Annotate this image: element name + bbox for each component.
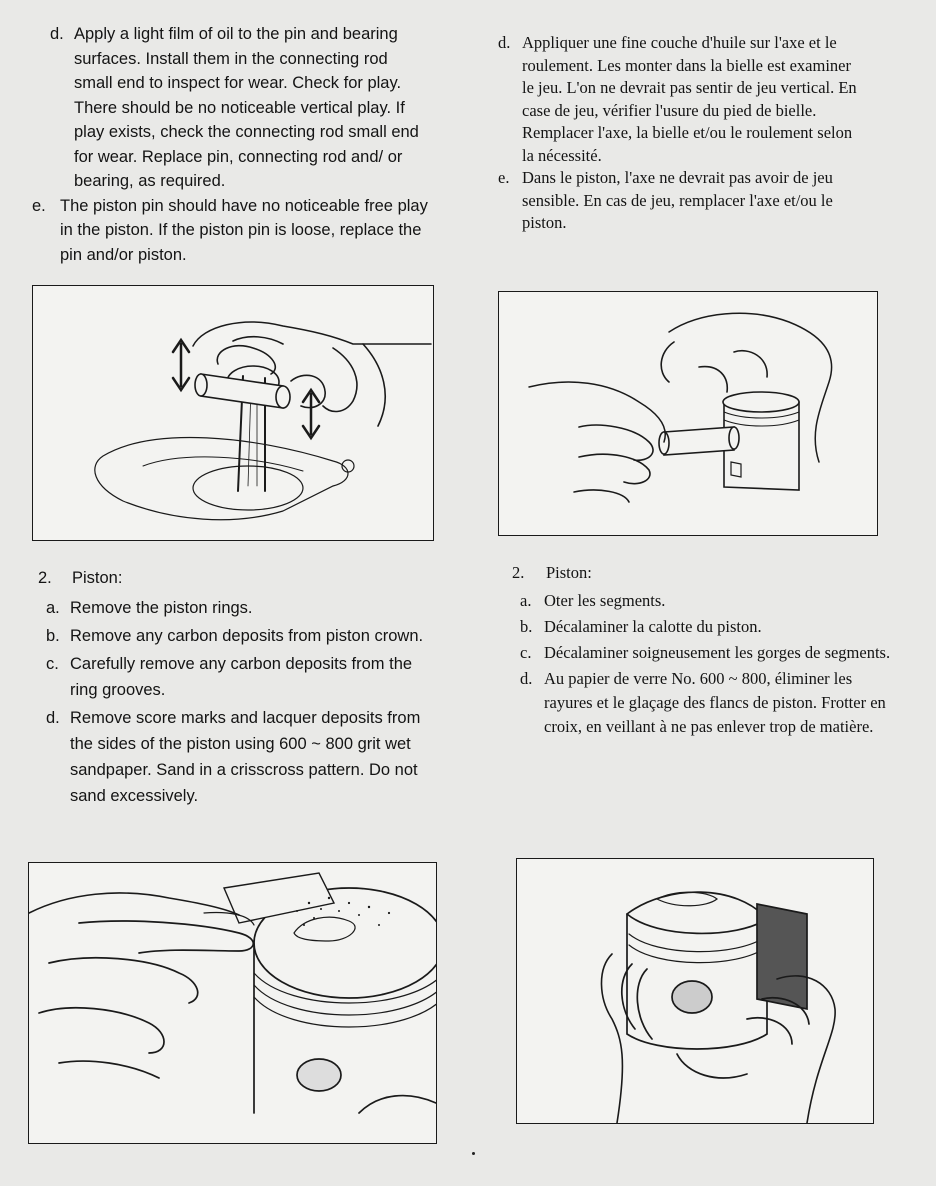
item-letter: c. xyxy=(520,642,532,662)
item-text: Apply a light film of oil to the pin and bearing surfaces. Install them in the connecting rod small end to inspect for wear. Check for play. There should be no noticeable vertical play. If play exists, check the connecting rod small end for wear. Replace pin, connecting rod and/ or bearing, as required. xyxy=(74,25,419,190)
item-letter: b. xyxy=(46,626,60,645)
item-letter: d. xyxy=(46,708,60,727)
item-letter: d. xyxy=(50,25,64,43)
item-text: The piston pin should have no noticeable free play in the piston. If the piston pin is loose, replace the pin and/or piston. xyxy=(60,196,428,264)
connecting-rod-illustration xyxy=(33,286,433,540)
item-letter: c. xyxy=(46,654,59,673)
section-heading xyxy=(512,562,900,585)
instruction-item xyxy=(38,651,440,703)
item-letter: a. xyxy=(46,598,60,617)
figure-pin-in-piston xyxy=(498,291,878,536)
instruction-item xyxy=(498,32,860,167)
item-text: Oter les segments. xyxy=(544,590,666,610)
instruction-item xyxy=(38,623,440,649)
section-heading xyxy=(38,566,440,591)
item-text: Remove score marks and lacquer deposits from the sides of the piston using 600 ~ 800 grit wet sandpaper. Sand in a crisscross pattern. Do not sand excessively. xyxy=(70,708,421,805)
item-text: Décalaminer la calotte du piston. xyxy=(544,616,762,636)
piston-handling-illustration xyxy=(517,859,873,1123)
item-text: Appliquer une fine couche d'huile sur l'axe et le roulement. Les monter dans la bielle est examiner le jeu. L'on ne devrait pas sentir de jeu vertical. En case de jeu, vérifier l'usure du pied de bielle. Remplacer l'axe, la bielle et/ou le roulement selon la nécessité. xyxy=(522,33,857,165)
item-letter: e. xyxy=(498,168,510,187)
instruction-item xyxy=(512,641,900,665)
item-text: Carefully remove any carbon deposits from the ring grooves. xyxy=(70,654,413,699)
top-right-instructions xyxy=(498,32,860,235)
item-letter: b. xyxy=(520,616,533,636)
item-letter: d. xyxy=(520,668,533,688)
item-text: Décalaminer soigneusement les gorges de segments. xyxy=(544,642,891,662)
instruction-item xyxy=(38,705,440,809)
piston-pin-illustration xyxy=(499,292,877,535)
piston-section-en xyxy=(38,566,440,811)
figure-hands-holding-piston xyxy=(516,858,874,1124)
top-left-instructions xyxy=(32,22,430,267)
instruction-item xyxy=(512,589,900,613)
instruction-item xyxy=(38,595,440,621)
section-number: 2. xyxy=(512,563,525,582)
item-letter: d. xyxy=(498,33,511,52)
section-number: 2. xyxy=(38,569,52,587)
item-letter: a. xyxy=(520,590,532,610)
item-text: Remove the piston rings. xyxy=(70,598,253,617)
section-title: Piston: xyxy=(72,569,123,587)
instruction-item xyxy=(50,22,430,194)
instruction-item xyxy=(498,167,860,235)
section-title: Piston: xyxy=(546,563,592,582)
instruction-item xyxy=(512,667,900,739)
item-text: Au papier de verre No. 600 ~ 800, éliminer les rayures et le glaçage des flancs de piston. Frotter en croix, en veillant à ne pas enlever trop de matière. xyxy=(544,668,886,736)
instruction-item xyxy=(512,615,900,639)
item-text: Dans le piston, l'axe ne devrait pas avoir de jeu sensible. En cas de jeu, remplacer l'axe et/ou le piston. xyxy=(522,168,833,232)
figure-sanding-piston-crown xyxy=(28,862,437,1144)
page-dot xyxy=(472,1152,475,1155)
figure-pin-connecting-rod xyxy=(32,285,434,541)
instruction-item xyxy=(32,194,430,268)
piston-crown-sanding-illustration xyxy=(29,863,436,1143)
item-text: Remove any carbon deposits from piston crown. xyxy=(70,626,424,645)
item-letter: e. xyxy=(32,196,46,215)
piston-section-fr xyxy=(512,562,900,741)
